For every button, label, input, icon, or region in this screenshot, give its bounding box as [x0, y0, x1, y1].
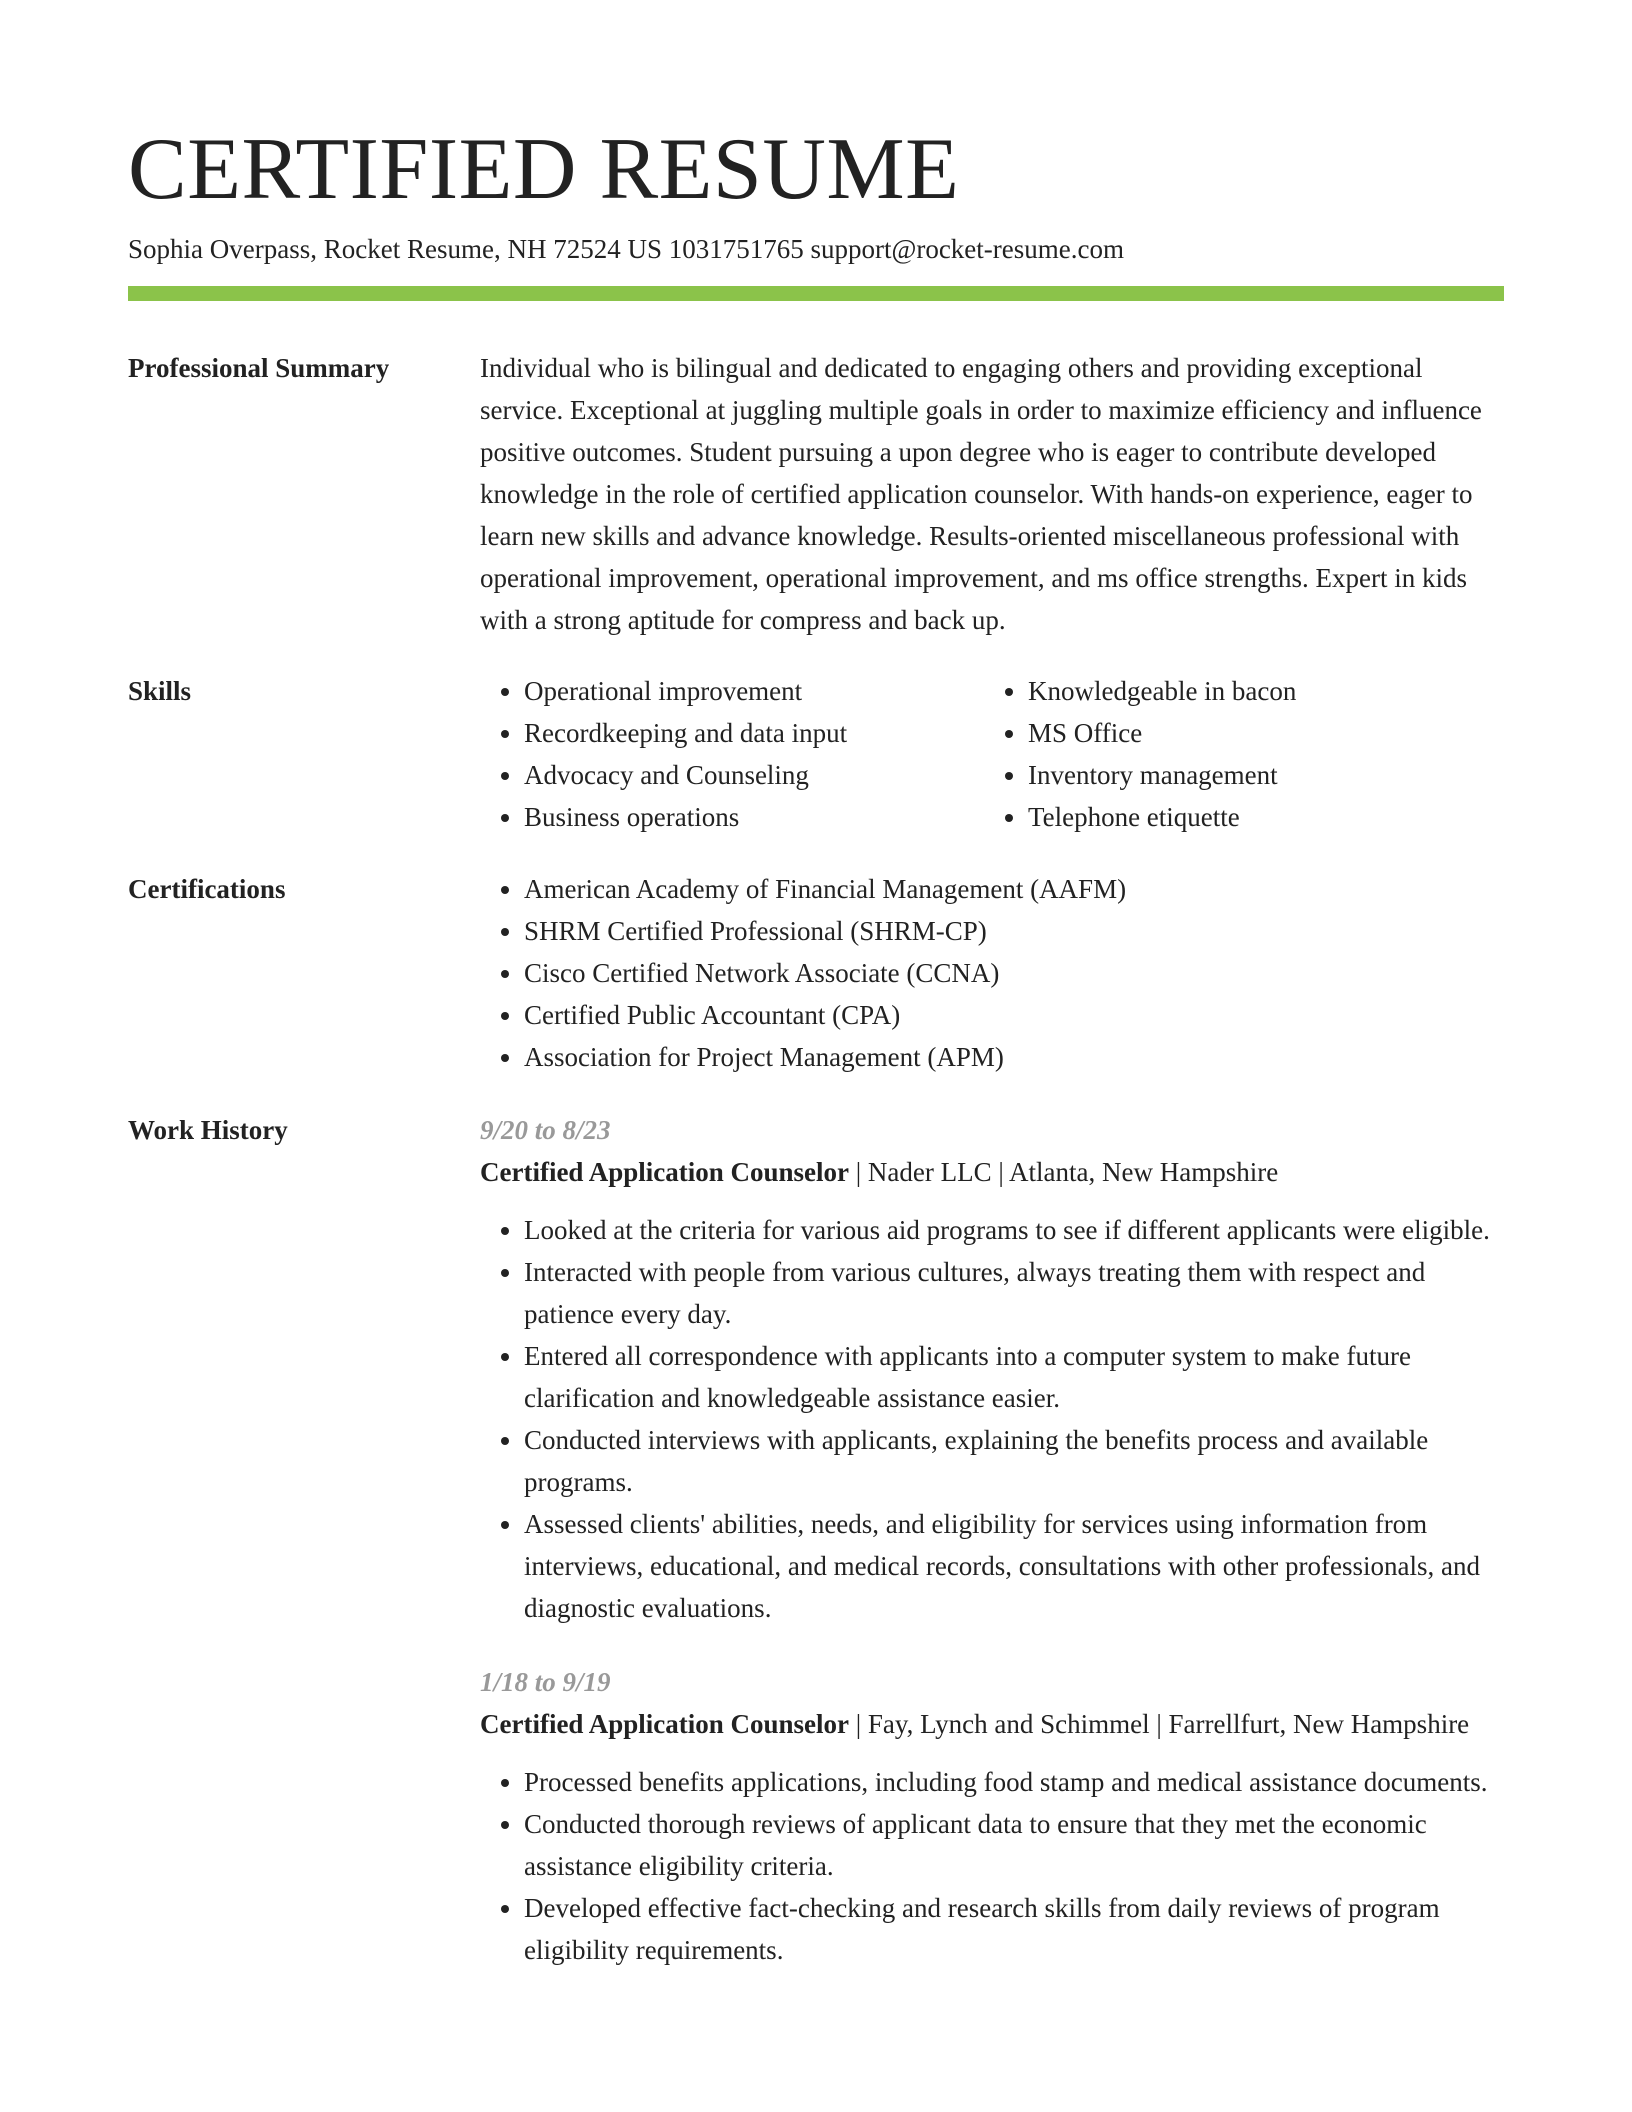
job-entry — [480, 1109, 1504, 1629]
certifications-heading: Certifications — [128, 874, 286, 904]
job-title: Certified Application Counselor — [480, 1157, 849, 1187]
skill-item: • Advocacy and Counseling — [524, 754, 984, 796]
job-duty-item: • Conducted thorough reviews of applicant data to ensure that they met the economic assistance eligibility criteria. — [524, 1803, 1504, 1887]
skill-item: • Inventory management — [1028, 754, 1548, 796]
certification-item: • Cisco Certified Network Associate (CCNA) — [524, 952, 1504, 994]
skills-body — [480, 670, 1504, 838]
certification-item: • SHRM Certified Professional (SHRM-CP) — [524, 910, 1504, 952]
header-divider — [128, 286, 1504, 301]
resume-name: CERTIFIED RESUME — [128, 121, 960, 218]
job-duty-item: • Entered all correspondence with applicants into a computer system to make future clarification and knowledgeable assistance easier. — [524, 1335, 1504, 1419]
job-dates: 9/20 to 8/23 — [480, 1115, 611, 1145]
job-entry — [480, 1661, 1504, 1971]
job-title: Certified Application Counselor — [480, 1709, 849, 1739]
skill-item: • Knowledgeable in bacon — [1028, 670, 1548, 712]
job-duties-list — [480, 1761, 1504, 1971]
summary-text: Individual who is bilingual and dedicated to engaging others and providing exceptional service. Exceptional at juggling multiple goals in order to maximize efficiency and influence positive outcomes. Student pursuing a upon degree who is eager to contribute developed knowledge in the role of certified application counselor. With hands-on experience, eager to learn new skills and advance knowledge. Results-oriented miscellaneous professional with operational improvement, operational improvement, and ms office strengths. Expert in kids with a strong aptitude for compress and back up. — [480, 353, 1482, 635]
skill-item: • Telephone etiquette — [1028, 796, 1548, 838]
skills-list-right — [984, 670, 1548, 838]
contact-address: Rocket Resume, NH 72524 US — [323, 234, 662, 264]
certification-item: • American Academy of Financial Management (AAFM) — [524, 868, 1504, 910]
work-history-heading: Work History — [128, 1115, 288, 1145]
job-duty-item: • Looked at the criteria for various aid programs to see if different applicants were eligible. — [524, 1209, 1504, 1251]
summary-body — [480, 347, 1504, 641]
job-duty-item: • Processed benefits applications, including food stamp and medical assistance documents. — [524, 1761, 1504, 1803]
certifications-body — [480, 868, 1504, 1078]
summary-heading: Professional Summary — [128, 353, 390, 383]
job-company-location: | Fay, Lynch and Schimmel | Farrellfurt, New Hampshire — [849, 1709, 1470, 1739]
job-duty-item: • Assessed clients' abilities, needs, and eligibility for services using information from interviews, educational, and medical records, consultations with other professionals, and diagnostic evaluations. — [524, 1503, 1504, 1629]
contact-name: Sophia Overpass, — [128, 234, 317, 264]
contact-email: support@rocket-resume.com — [810, 234, 1124, 264]
job-duty-item: • Developed effective fact-checking and research skills from daily reviews of program eligibility requirements. — [524, 1887, 1504, 1971]
contact-line — [128, 230, 1124, 268]
skill-item: • Operational improvement — [524, 670, 984, 712]
skill-item: • Recordkeeping and data input — [524, 712, 984, 754]
job-dates: 1/18 to 9/19 — [480, 1667, 611, 1697]
contact-phone: 1031751765 — [668, 234, 804, 264]
job-duty-item: • Interacted with people from various cultures, always treating them with respect and patience every day. — [524, 1251, 1504, 1335]
skills-list-left — [480, 670, 984, 838]
job-duties-list — [480, 1209, 1504, 1629]
job-company-location: | Nader LLC | Atlanta, New Hampshire — [849, 1157, 1279, 1187]
certifications-list — [480, 868, 1504, 1078]
skill-item: • MS Office — [1028, 712, 1548, 754]
skill-item: • Business operations — [524, 796, 984, 838]
certification-item: • Association for Project Management (APM) — [524, 1036, 1504, 1078]
job-header — [480, 1151, 1504, 1193]
certification-item: • Certified Public Accountant (CPA) — [524, 994, 1504, 1036]
skills-heading: Skills — [128, 676, 192, 706]
job-header — [480, 1703, 1504, 1745]
job-duty-item: • Conducted interviews with applicants, explaining the benefits process and available programs. — [524, 1419, 1504, 1503]
work-history-body — [480, 1109, 1504, 1971]
